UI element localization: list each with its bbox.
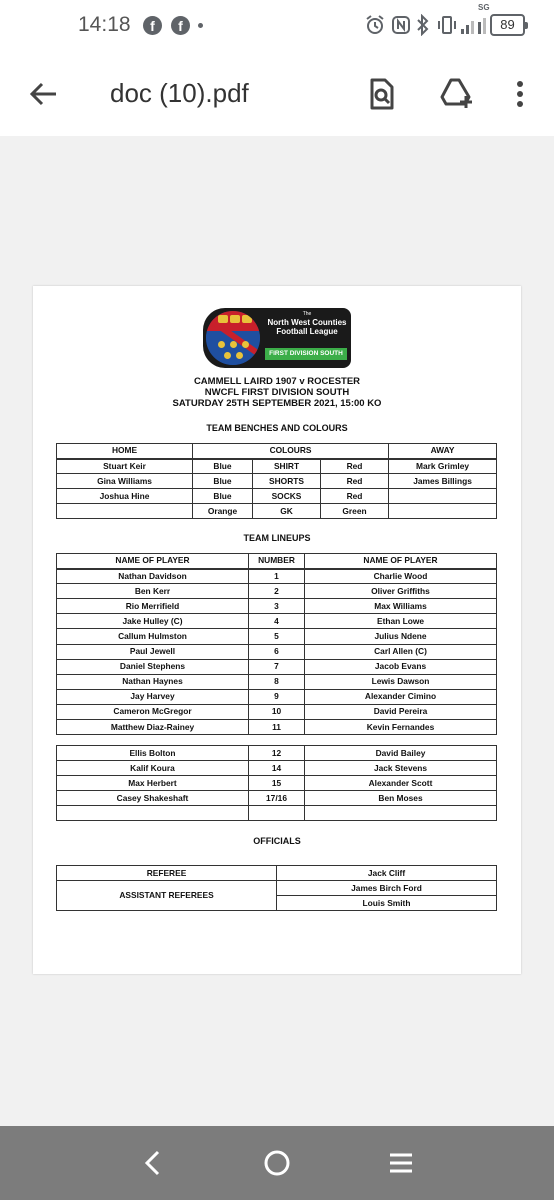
table-cell: 9 [249, 689, 305, 704]
signal-icon [460, 14, 478, 36]
table-cell: 11 [249, 720, 305, 735]
match-line: SATURDAY 25TH SEPTEMBER 2021, 15:00 KO [172, 398, 382, 409]
table-row [57, 761, 497, 776]
facebook-icon: f [143, 16, 162, 35]
table-cell: Nathan Haynes [57, 674, 249, 689]
nfc-icon [390, 14, 412, 36]
table-cell: Blue [193, 489, 253, 504]
referee-name: Jack Cliff [277, 866, 497, 881]
table-cell: Oliver Griffiths [305, 584, 497, 599]
table-cell: 3 [249, 599, 305, 614]
table-row [57, 659, 497, 674]
table-cell: Red [321, 474, 389, 489]
logo-the: The [302, 311, 312, 317]
table-cell: 12 [249, 746, 305, 761]
assistant-name: Louis Smith [277, 896, 497, 911]
battery-level: 89 [500, 17, 515, 32]
add-to-drive-icon[interactable] [438, 76, 474, 112]
table-cell: Gina Williams [57, 474, 193, 489]
table-cell: 5 [249, 629, 305, 644]
table-cell: Orange [193, 504, 253, 519]
table-cell: SHIRT [253, 459, 321, 474]
back-arrow-icon[interactable] [26, 76, 62, 112]
table-cell: Casey Shakeshaft [57, 791, 249, 806]
header-cell: NAME OF PLAYER [305, 554, 497, 569]
table-cell: 15 [249, 776, 305, 791]
table-row [57, 881, 497, 896]
lineups-title: TEAM LINEUPS [243, 533, 311, 543]
table-row [57, 489, 497, 504]
header-cell: AWAY [389, 444, 497, 459]
match-line: CAMMELL LAIRD 1907 v ROCESTER [193, 376, 361, 387]
table-cell: Jacob Evans [305, 659, 497, 674]
table-cell: James Billings [389, 474, 497, 489]
table-cell: SOCKS [253, 489, 321, 504]
table-cell: 1 [249, 569, 305, 584]
table-cell: Ben Kerr [57, 584, 249, 599]
table-cell: David Pereira [305, 704, 497, 719]
header-cell: HOME [57, 444, 193, 459]
table-cell: Stuart Keir [57, 459, 193, 474]
table-row [57, 776, 497, 791]
table-cell: Lewis Dawson [305, 674, 497, 689]
table-cell: Green [321, 504, 389, 519]
assistant-name: James Birch Ford [277, 881, 497, 896]
status-time: 14:18 [78, 13, 131, 36]
table-cell: Julius Ndene [305, 629, 497, 644]
navigation-bar [0, 1126, 554, 1200]
table-cell: David Bailey [305, 746, 497, 761]
facebook-icon: f [171, 16, 190, 35]
table-cell: 10 [249, 704, 305, 719]
vibrate-icon [436, 14, 458, 36]
table-header-row [57, 444, 497, 459]
table-cell: Carl Allen (C) [305, 644, 497, 659]
table-row [57, 474, 497, 489]
table-cell [57, 504, 193, 519]
table-row [57, 720, 497, 735]
table-row [57, 704, 497, 719]
table-cell: Kevin Fernandes [305, 720, 497, 735]
table-row [57, 629, 497, 644]
table-cell: Ben Moses [305, 791, 497, 806]
match-header [33, 376, 521, 409]
table-cell: Blue [193, 474, 253, 489]
more-vert-icon[interactable] [502, 76, 538, 112]
table-cell: Nathan Davidson [57, 569, 249, 584]
table-cell: 17/16 [249, 791, 305, 806]
bluetooth-icon [416, 14, 430, 36]
table-cell: Red [321, 459, 389, 474]
table-cell [389, 489, 497, 504]
table-cell: 2 [249, 584, 305, 599]
referee-label: REFEREE [57, 866, 277, 881]
status-bar [0, 0, 554, 52]
table-cell: Charlie Wood [305, 569, 497, 584]
pdf-page [33, 286, 521, 974]
table-row [57, 746, 497, 761]
table-cell: Red [321, 489, 389, 504]
wifi-icon [477, 14, 489, 36]
table-row [57, 584, 497, 599]
table-row [57, 866, 497, 881]
table-cell: Jay Harvey [57, 689, 249, 704]
header-cell: NUMBER [249, 554, 305, 569]
table-row [57, 614, 497, 629]
table-row [57, 791, 497, 806]
nav-home-icon[interactable] [260, 1146, 294, 1180]
pdf-viewer[interactable] [0, 136, 554, 1126]
table-cell: Rio Merrifield [57, 599, 249, 614]
table-cell [389, 504, 497, 519]
nav-back-icon[interactable] [136, 1146, 170, 1180]
table-cell: Kalif Koura [57, 761, 249, 776]
match-line: NWCFL FIRST DIVISION SOUTH [204, 387, 350, 398]
table-cell: Jack Stevens [305, 761, 497, 776]
table-cell: Paul Jewell [57, 644, 249, 659]
table-cell [57, 806, 249, 821]
lineups-table [56, 553, 497, 735]
table-cell: Ellis Bolton [57, 746, 249, 761]
header-cell: NAME OF PLAYER [57, 554, 249, 569]
table-cell: 14 [249, 761, 305, 776]
table-cell: Daniel Stephens [57, 659, 249, 674]
crest-icon [206, 311, 260, 365]
table-cell: 6 [249, 644, 305, 659]
table-row [57, 806, 497, 821]
table-cell: Alexander Scott [305, 776, 497, 791]
logo-line-1: North West Counties [267, 318, 347, 327]
assistants-label: ASSISTANT REFEREES [57, 881, 277, 911]
benches-title: TEAM BENCHES AND COLOURS [206, 423, 348, 433]
table-row [57, 599, 497, 614]
officials-title: OFFICIALS [253, 836, 301, 846]
table-cell: 7 [249, 659, 305, 674]
benches-table [56, 443, 497, 519]
table-cell: GK [253, 504, 321, 519]
table-cell [249, 806, 305, 821]
table-cell: 4 [249, 614, 305, 629]
officials-table [56, 865, 497, 911]
table-cell: 8 [249, 674, 305, 689]
table-cell [305, 806, 497, 821]
table-cell: Joshua Hine [57, 489, 193, 504]
battery-icon [490, 14, 525, 36]
table-cell: SHORTS [253, 474, 321, 489]
table-row [57, 674, 497, 689]
table-cell: Callum Hulmston [57, 629, 249, 644]
app-bar [0, 52, 554, 136]
table-row [57, 504, 497, 519]
logo-banner: FIRST DIVISION SOUTH [265, 348, 347, 360]
table-cell: Matthew Diaz-Rainey [57, 720, 249, 735]
alarm-icon [364, 14, 386, 36]
table-header-row [57, 554, 497, 569]
substitutes-table [56, 745, 497, 821]
header-cell: COLOURS [193, 444, 389, 459]
table-row [57, 689, 497, 704]
table-row [57, 644, 497, 659]
table-cell: Mark Grimley [389, 459, 497, 474]
table-cell: Jake Hulley (C) [57, 614, 249, 629]
table-cell: Max Williams [305, 599, 497, 614]
document-title: doc (10).pdf [110, 78, 249, 108]
league-logo [203, 308, 351, 368]
notification-dot-icon [198, 23, 203, 28]
table-row [57, 569, 497, 584]
search-document-icon[interactable] [364, 76, 400, 112]
network-label: SG [478, 3, 490, 12]
table-row [57, 459, 497, 474]
table-cell: Max Herbert [57, 776, 249, 791]
table-cell: Blue [193, 459, 253, 474]
nav-recents-icon[interactable] [384, 1146, 418, 1180]
logo-line-2: Football League [276, 327, 338, 336]
table-cell: Alexander Cimino [305, 689, 497, 704]
table-cell: Ethan Lowe [305, 614, 497, 629]
table-cell: Cameron McGregor [57, 704, 249, 719]
